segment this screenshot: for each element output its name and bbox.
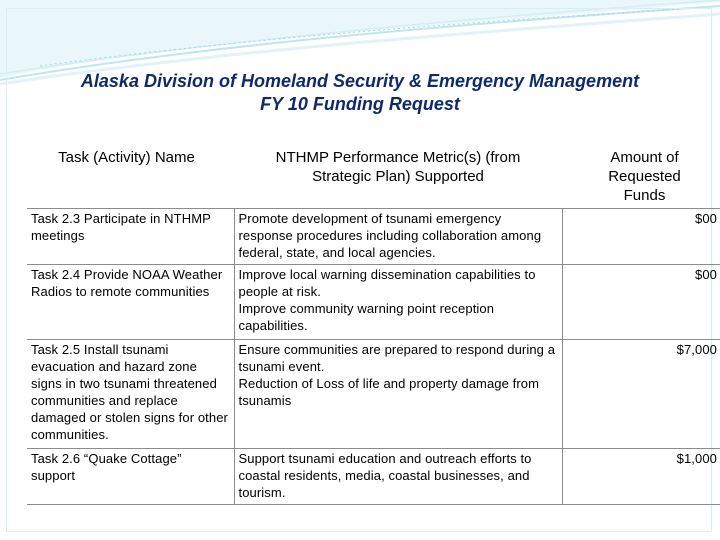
amount-cell: $1,000	[562, 449, 720, 505]
table-row	[27, 209, 720, 265]
title-line-2: FY 10 Funding Request	[260, 94, 460, 114]
header-task: Task (Activity) Name	[58, 149, 195, 166]
page-title	[0, 70, 720, 116]
metric-cell	[234, 449, 562, 505]
amount-cell: $00	[562, 209, 720, 265]
task-cell: Task 2.5 Install tsunami evacuation and hazard zone signs in two tsunami threatened communities and replace damaged or stolen signs for other communities.	[27, 340, 234, 449]
task-cell: Task 2.6 “Quake Cottage” support	[27, 449, 234, 505]
amount-cell: $7,000	[562, 340, 720, 449]
header-amount: Amount of Requested Funds	[608, 149, 681, 204]
metric-line: Reduction of Loss of life and property damage from tsunamis	[238, 376, 540, 408]
table-row	[27, 449, 720, 505]
title-line-1: Alaska Division of Homeland Security & Emergency Management	[80, 71, 640, 91]
header-metric: NTHMP Performance Metric(s) (from Strategic Plan) Supported	[275, 149, 521, 185]
metric-line: Support tsunami education and outreach efforts to coastal residents, media, coastal businesses, and tourism.	[238, 451, 532, 500]
metric-line: Promote development of tsunami emergency response procedures including collaboration among federal, state, and local agencies.	[238, 211, 542, 260]
metric-cell	[234, 340, 562, 449]
amount-cell: $00	[562, 265, 720, 340]
metric-line: Improve community warning point reception capabilities.	[238, 301, 495, 333]
table-header-row	[27, 142, 720, 209]
metric-line: Ensure communities are prepared to respond during a tsunami event.	[238, 342, 556, 374]
table-row	[27, 340, 720, 449]
task-cell: Task 2.4 Provide NOAA Weather Radios to remote communities	[27, 265, 234, 340]
task-cell: Task 2.3 Participate in NTHMP meetings	[27, 209, 234, 265]
metric-cell	[234, 265, 562, 340]
funding-table	[27, 142, 720, 505]
metric-cell	[234, 209, 562, 265]
table-row	[27, 265, 720, 340]
metric-line: Improve local warning dissemination capabilities to people at risk.	[238, 267, 536, 299]
